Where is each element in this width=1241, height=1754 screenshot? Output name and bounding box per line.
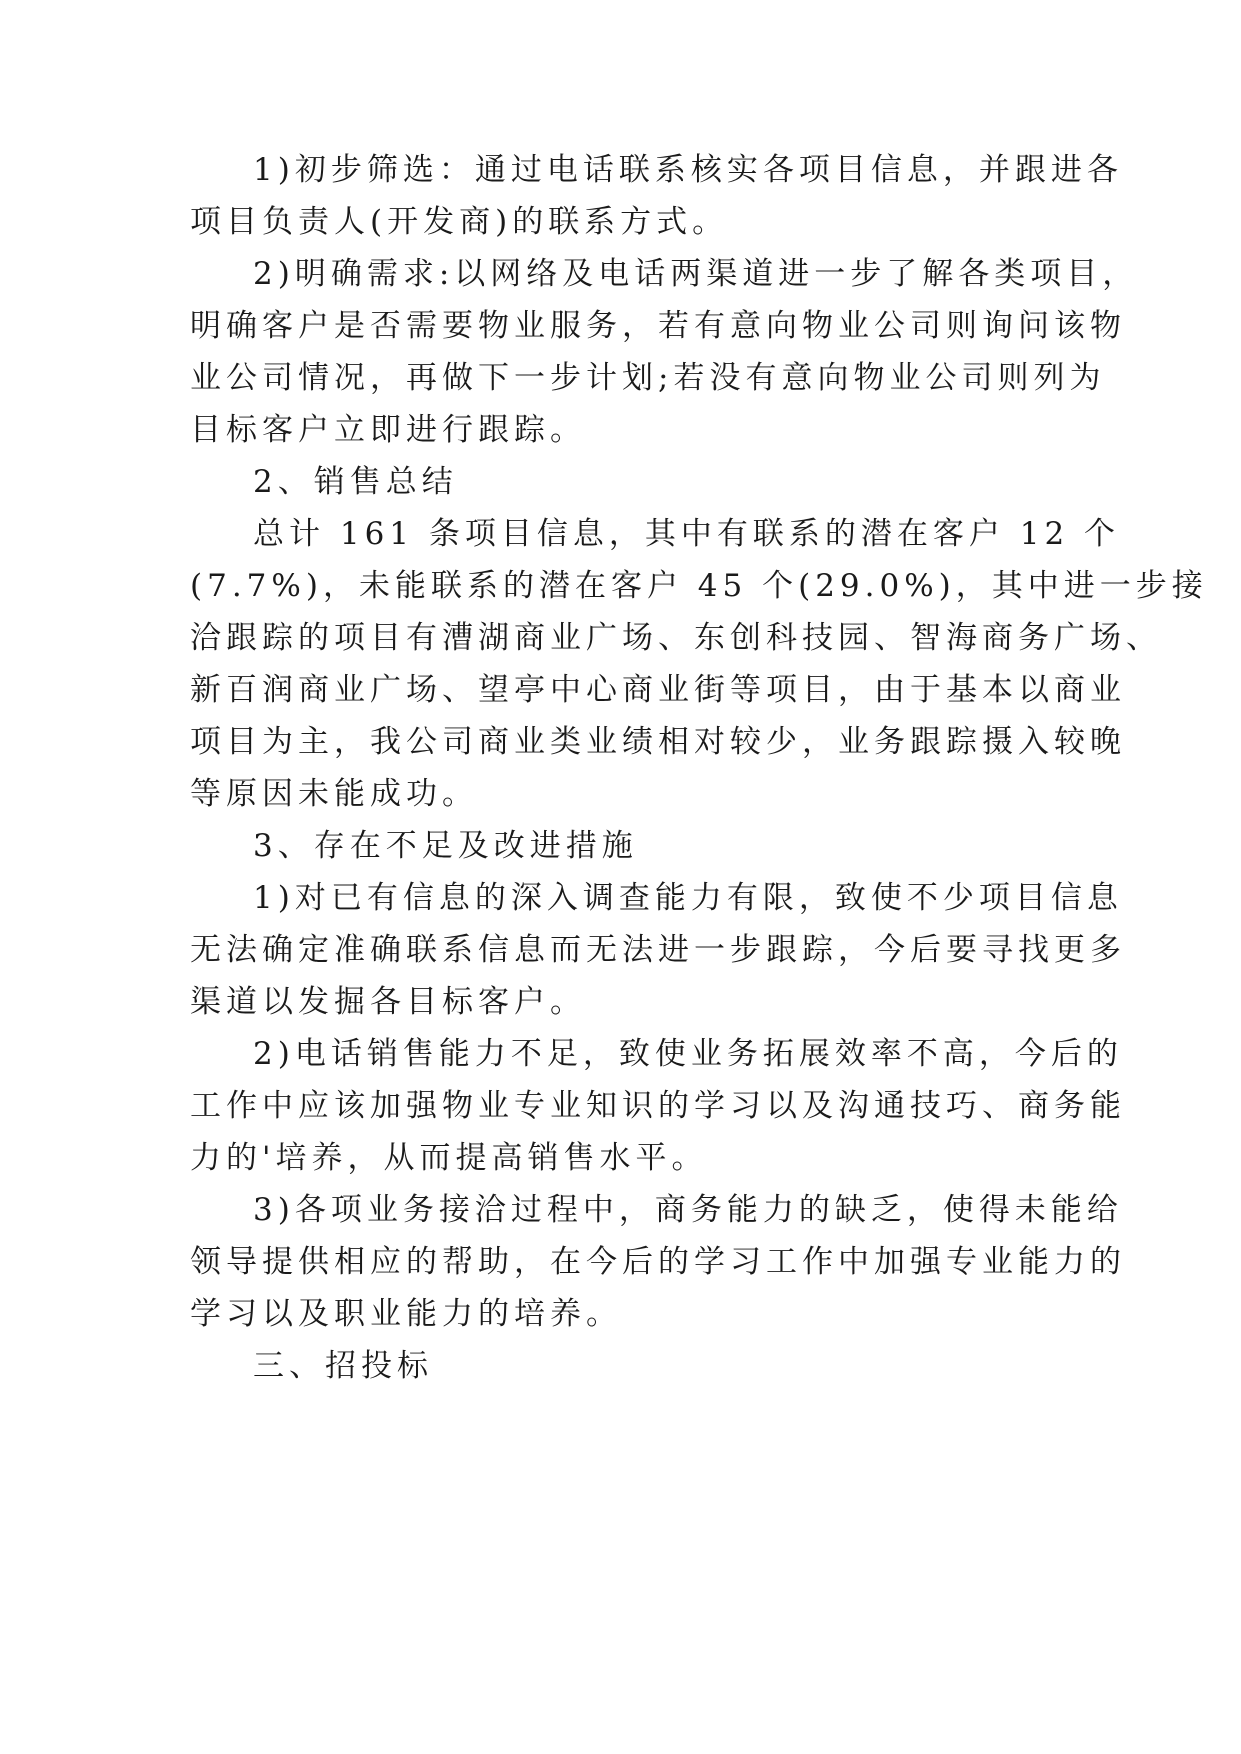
text-line: 领导提供相应的帮助，在今后的学习工作中加强专业能力的	[190, 1244, 1126, 1280]
section-heading: 三、招投标	[253, 1348, 433, 1384]
text-line: 项目为主，我公司商业类业绩相对较少，业务跟踪摄入较晚	[190, 724, 1126, 760]
text-line: 3)各项业务接洽过程中，商务能力的缺乏，使得未能给	[253, 1192, 1123, 1228]
text-line: 力的'培养，从而提高销售水平。	[190, 1140, 708, 1176]
section-heading: 2、销售总结	[253, 464, 458, 500]
text-line: 目标客户立即进行跟踪。	[190, 412, 586, 448]
text-line: 2)电话销售能力不足，致使业务拓展效率不高，今后的	[253, 1036, 1123, 1072]
text-line: 2)明确需求:以网络及电话两渠道进一步了解各类项目，	[253, 256, 1139, 292]
text-line: 工作中应该加强物业专业知识的学习以及沟通技巧、商务能	[190, 1088, 1126, 1124]
text-line: 项目负责人(开发商)的联系方式。	[190, 204, 729, 240]
text-line: 业公司情况，再做下一步计划;若没有意向物业公司则列为	[190, 360, 1106, 396]
section-heading: 3、存在不足及改进措施	[253, 828, 638, 864]
text-line: 1)对已有信息的深入调查能力有限，致使不少项目信息	[253, 880, 1123, 916]
text-line: (7.7%)，未能联系的潜在客户 45 个(29.0%)，其中进一步接	[190, 568, 1208, 604]
text-line: 渠道以发掘各目标客户。	[190, 984, 586, 1020]
text-line: 学习以及职业能力的培养。	[190, 1296, 622, 1332]
text-line: 无法确定准确联系信息而无法进一步跟踪，今后要寻找更多	[190, 932, 1126, 968]
text-line: 等原因未能成功。	[190, 776, 478, 812]
text-line: 总计 161 条项目信息，其中有联系的潜在客户 12 个	[253, 516, 1121, 552]
text-line: 新百润商业广场、望亭中心商业街等项目，由于基本以商业	[190, 672, 1126, 708]
text-line: 洽跟踪的项目有漕湖商业广场、东创科技园、智海商务广场、	[190, 620, 1162, 656]
text-line: 明确客户是否需要物业服务，若有意向物业公司则询问该物	[190, 308, 1126, 344]
text-line: 1)初步筛选：通过电话联系核实各项目信息，并跟进各	[253, 152, 1123, 188]
